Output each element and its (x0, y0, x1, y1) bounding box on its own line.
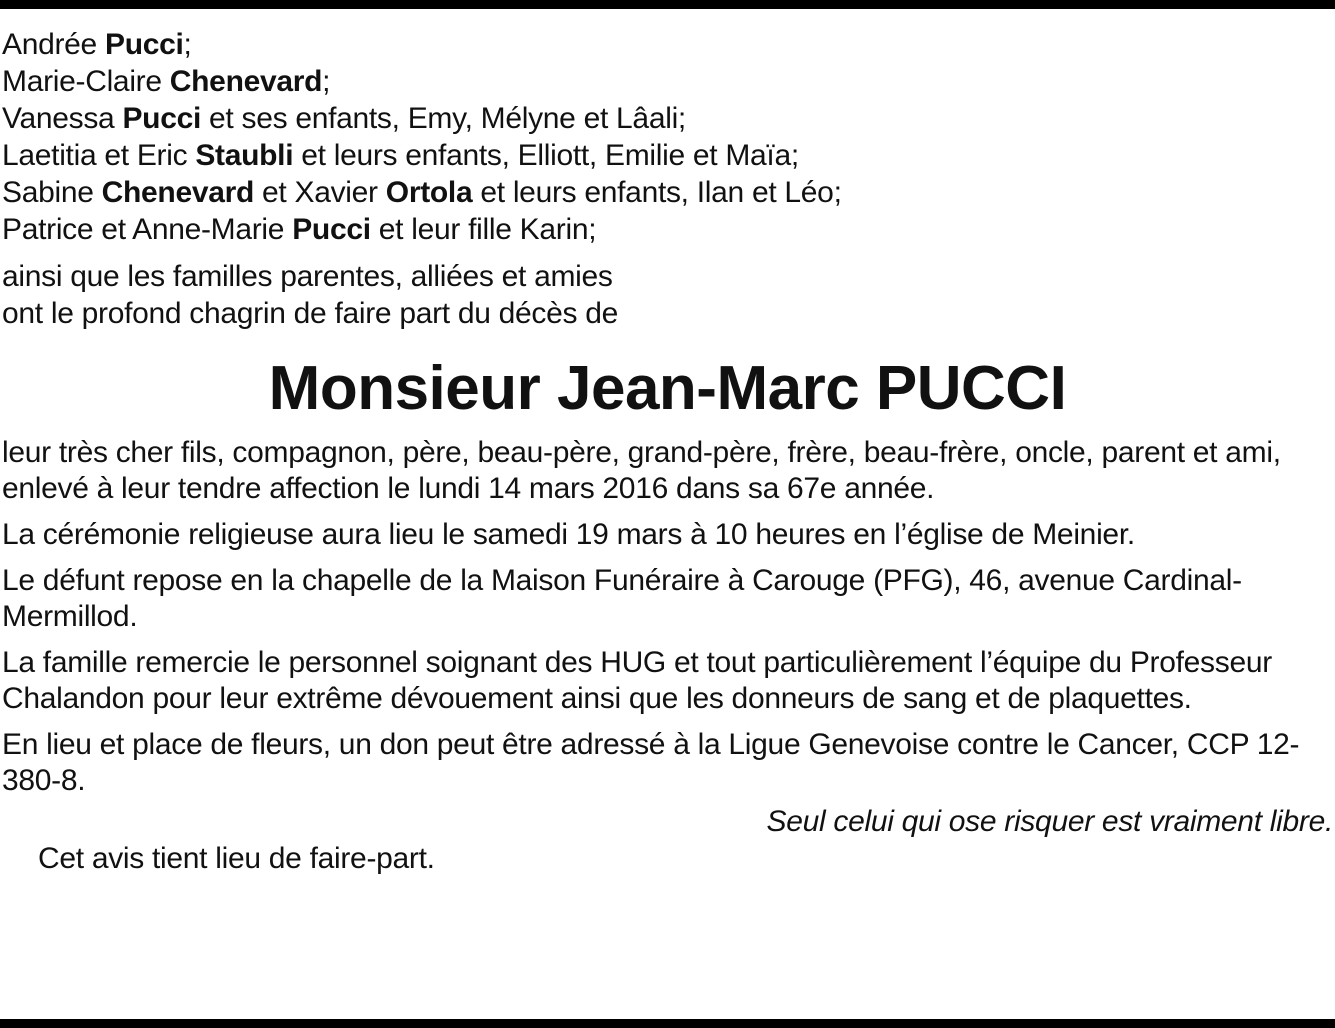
paragraph-rest-place: Le défunt repose en la chapelle de la Maison Funéraire à Carouge (PFG), 46, avenue Cardinal-Mermillod. (2, 564, 1242, 633)
bottom-rule (0, 1019, 1335, 1028)
intro-line: ont le profond chagrin de faire part du décès de (2, 297, 619, 330)
footnote: Cet avis tient lieu de faire-part. (38, 842, 435, 875)
family-line: Laetitia et Eric Staubli et leurs enfants, Elliott, Emilie et Maïa; (2, 139, 799, 172)
family-surname: Ortola (385, 176, 473, 209)
deceased-name: Monsieur Jean-Marc PUCCI (268, 354, 1067, 423)
family-surname: Chenevard (169, 65, 323, 98)
family-surname: Chenevard (101, 176, 255, 209)
top-rule (0, 0, 1335, 9)
family-line: Sabine Chenevard et Xavier Ortola et leurs enfants, Ilan et Léo; (2, 176, 842, 209)
paragraph-ceremony: La cérémonie religieuse aura lieu le samedi 19 mars à 10 heures en l’église de Meinier. (2, 518, 1135, 551)
paragraph-donation: En lieu et place de fleurs, un don peut être adressé à la Ligue Genevoise contre le Cancer, CCP 12-380-8. (2, 728, 1300, 797)
motto: Seul celui qui ose risquer est vraiment libre. (766, 805, 1333, 838)
intro-text (2, 258, 1333, 332)
paragraph-relations: leur très cher fils, compagnon, père, beau-père, grand-père, frère, beau-frère, oncle, parent et ami, enlevé à leur tendre affection le lundi 14 mars 2016 dans sa 67e année. (2, 436, 1281, 505)
family-surname: Pucci (122, 102, 202, 135)
family-line: Patrice et Anne-Marie Pucci et leur fille Karin; (2, 213, 597, 246)
family-surname: Pucci (292, 213, 371, 246)
family-surname: Pucci (104, 28, 184, 61)
family-line: Marie-Claire Chenevard; (2, 65, 331, 98)
family-list (2, 26, 1333, 248)
family-line: Andrée Pucci; (2, 28, 192, 61)
obituary-notice (2, 26, 1333, 877)
paragraph-thanks: La famille remercie le personnel soignant des HUG et tout particulièrement l’équipe du Professeur Chalandon pour leur extrême dévouement ainsi que les donneurs de sang et de plaquettes. (2, 646, 1272, 715)
intro-line: ainsi que les familles parentes, alliées et amies (2, 260, 613, 293)
family-surname: Staubli (195, 139, 294, 172)
family-line: Vanessa Pucci et ses enfants, Emy, Mélyne et Lâali; (2, 102, 686, 135)
